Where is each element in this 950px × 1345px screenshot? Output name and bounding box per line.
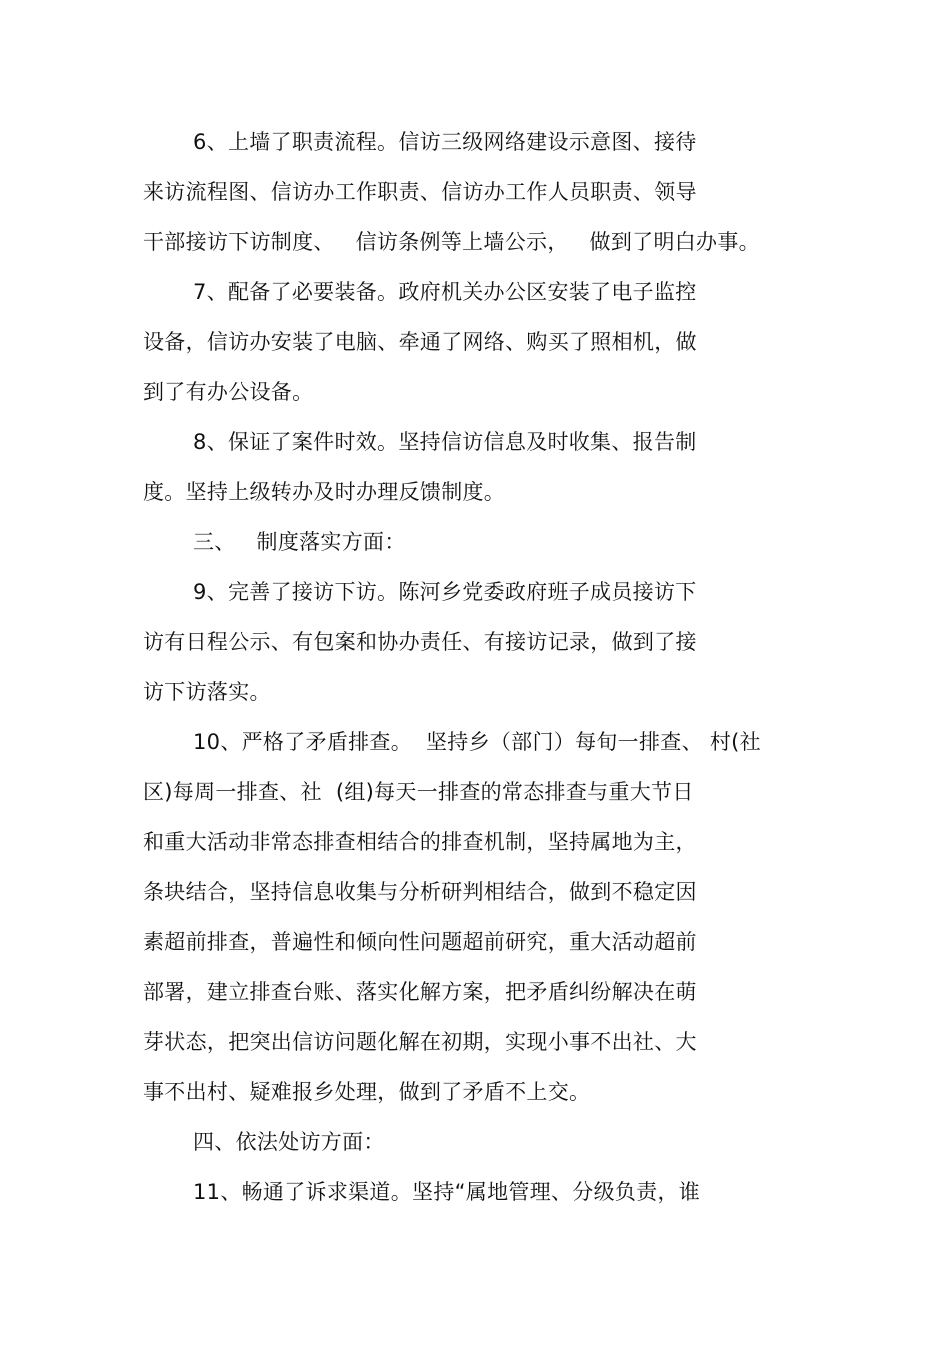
paragraph-8-line-2: 度。坚持上级转办及时办理反馈制度。 [143, 480, 506, 504]
paragraph-6-line-3: 干部接访下访制度、 信访条例等上墙公示， 做到了明白办事。 [143, 230, 760, 254]
paragraph-10-line-6: 部署，建立排查台账、落实化解方案，把矛盾纠纷解决在萌 [143, 980, 697, 1004]
section-heading-3: 三、 制度落实方面： [193, 530, 406, 554]
paragraph-10-line-3: 和重大活动非常态排查相结合的排查机制，坚持属地为主， [143, 830, 697, 854]
paragraph-8-line-1: 8、保证了案件时效。坚持信访信息及时收集、报告制 [193, 430, 697, 454]
paragraph-10-line-5: 素超前排查，普遍性和倾向性问题超前研究，重大活动超前 [143, 930, 697, 954]
paragraph-10-line-4: 条块结合，坚持信息收集与分析研判相结合，做到不稳定因 [143, 880, 697, 904]
paragraph-7-line-3: 到了有办公设备。 [143, 380, 314, 404]
paragraph-10-line-2: 区)每周一排查、社 (组)每天一排查的常态排查与重大节日 [143, 780, 694, 804]
paragraph-10-line-1: 10、严格了矛盾排查。 坚持乡（部门）每旬一排查、 村(社 [193, 730, 761, 754]
paragraph-9-line-3: 访下访落实。 [143, 680, 271, 704]
paragraph-6-line-1: 6、上墙了职责流程。信访三级网络建设示意图、接待 [193, 130, 697, 154]
paragraph-11-line-1: 11、畅通了诉求渠道。坚持“属地管理、分级负责，谁 [193, 1180, 701, 1204]
paragraph-7-line-2: 设备，信访办安装了电脑、牵通了网络、购买了照相机，做 [143, 330, 697, 354]
paragraph-9-line-1: 9、完善了接访下访。陈河乡党委政府班子成员接访下 [193, 580, 697, 604]
paragraph-10-line-7: 芽状态，把突出信访问题化解在初期，实现小事不出社、大 [143, 1030, 697, 1054]
paragraph-9-line-2: 访有日程公示、有包案和协办责任、有接访记录，做到了接 [143, 630, 697, 654]
paragraph-10-line-8: 事不出村、疑难报乡处理，做到了矛盾不上交。 [143, 1080, 591, 1104]
section-heading-4: 四、依法处访方面： [193, 1130, 385, 1154]
paragraph-6-line-2: 来访流程图、信访办工作职责、信访办工作人员职责、领导 [143, 180, 697, 204]
paragraph-7-line-1: 7、配备了必要装备。政府机关办公区安装了电子监控 [193, 280, 697, 304]
